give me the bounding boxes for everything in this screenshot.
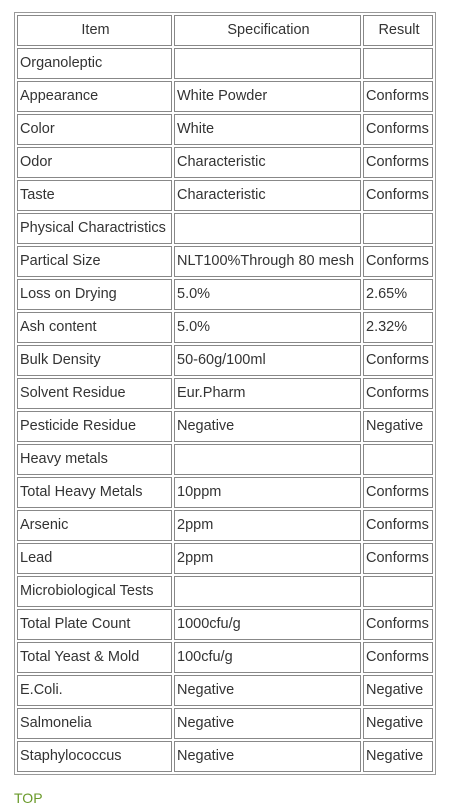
table-row <box>17 114 433 145</box>
table-row <box>17 180 433 211</box>
cell-item: Total Heavy Metals <box>17 477 172 508</box>
table-row <box>17 81 433 112</box>
table-row <box>17 642 433 673</box>
table-row <box>17 246 433 277</box>
cell-result: Conforms <box>363 378 433 409</box>
table-row <box>17 510 433 541</box>
table-row <box>17 411 433 442</box>
table-row <box>17 345 433 376</box>
cell-result: Negative <box>363 675 433 706</box>
table-row <box>17 576 433 607</box>
cell-item: Microbiological Tests <box>17 576 172 607</box>
cell-item: Taste <box>17 180 172 211</box>
cell-item: Pesticide Residue <box>17 411 172 442</box>
cell-item: Ash content <box>17 312 172 343</box>
cell-specification: Negative <box>174 708 361 739</box>
cell-result: Conforms <box>363 114 433 145</box>
cell-result: Negative <box>363 741 433 772</box>
table-body <box>17 48 433 772</box>
table-row <box>17 48 433 79</box>
cell-result: Conforms <box>363 477 433 508</box>
cell-result: 2.65% <box>363 279 433 310</box>
header-result: Result <box>363 15 433 46</box>
cell-result <box>363 576 433 607</box>
table-row <box>17 543 433 574</box>
specification-table <box>14 12 436 775</box>
cell-item: Salmonelia <box>17 708 172 739</box>
cell-item: Appearance <box>17 81 172 112</box>
cell-specification: 5.0% <box>174 312 361 343</box>
cell-item: Total Plate Count <box>17 609 172 640</box>
cell-specification: Negative <box>174 675 361 706</box>
cell-specification: 100cfu/g <box>174 642 361 673</box>
cell-specification: Characteristic <box>174 180 361 211</box>
cell-item: Total Yeast & Mold <box>17 642 172 673</box>
cell-result: 2.32% <box>363 312 433 343</box>
cell-result: Negative <box>363 708 433 739</box>
cell-item: Arsenic <box>17 510 172 541</box>
cell-result <box>363 444 433 475</box>
cell-result: Conforms <box>363 180 433 211</box>
cell-result: Conforms <box>363 609 433 640</box>
cell-item: Odor <box>17 147 172 178</box>
cell-result: Conforms <box>363 345 433 376</box>
table-row <box>17 675 433 706</box>
cell-result: Conforms <box>363 642 433 673</box>
table-row <box>17 147 433 178</box>
cell-specification: Negative <box>174 741 361 772</box>
table-row <box>17 378 433 409</box>
cell-item: Partical Size <box>17 246 172 277</box>
cell-specification: White <box>174 114 361 145</box>
cell-item: Physical Charactristics <box>17 213 172 244</box>
header-row <box>17 15 433 46</box>
table-row <box>17 444 433 475</box>
cell-specification: Characteristic <box>174 147 361 178</box>
cell-item: Lead <box>17 543 172 574</box>
cell-specification: Negative <box>174 411 361 442</box>
table-row <box>17 708 433 739</box>
table-row <box>17 609 433 640</box>
cell-result <box>363 48 433 79</box>
table-header <box>17 15 433 46</box>
cell-specification: 2ppm <box>174 543 361 574</box>
cell-item: Organoleptic <box>17 48 172 79</box>
cell-item: Color <box>17 114 172 145</box>
cell-specification <box>174 444 361 475</box>
table-row <box>17 312 433 343</box>
table-row <box>17 741 433 772</box>
cell-result: Negative <box>363 411 433 442</box>
top-link[interactable]: TOP <box>14 790 43 806</box>
cell-item: Solvent Residue <box>17 378 172 409</box>
cell-specification: 2ppm <box>174 510 361 541</box>
cell-item: Loss on Drying <box>17 279 172 310</box>
cell-result: Conforms <box>363 81 433 112</box>
cell-specification: 50-60g/100ml <box>174 345 361 376</box>
table-row <box>17 213 433 244</box>
cell-specification: White Powder <box>174 81 361 112</box>
cell-result: Conforms <box>363 510 433 541</box>
cell-result: Conforms <box>363 543 433 574</box>
cell-specification <box>174 576 361 607</box>
cell-item: Heavy metals <box>17 444 172 475</box>
cell-item: E.Coli. <box>17 675 172 706</box>
table-row <box>17 279 433 310</box>
cell-specification: 1000cfu/g <box>174 609 361 640</box>
header-specification: Specification <box>174 15 361 46</box>
table-row <box>17 477 433 508</box>
cell-specification: 5.0% <box>174 279 361 310</box>
cell-specification <box>174 48 361 79</box>
header-item: Item <box>17 15 172 46</box>
cell-specification <box>174 213 361 244</box>
cell-item: Staphylococcus <box>17 741 172 772</box>
cell-item: Bulk Density <box>17 345 172 376</box>
cell-result <box>363 213 433 244</box>
cell-specification: 10ppm <box>174 477 361 508</box>
cell-specification: NLT100%Through 80 mesh <box>174 246 361 277</box>
cell-result: Conforms <box>363 147 433 178</box>
cell-result: Conforms <box>363 246 433 277</box>
cell-specification: Eur.Pharm <box>174 378 361 409</box>
